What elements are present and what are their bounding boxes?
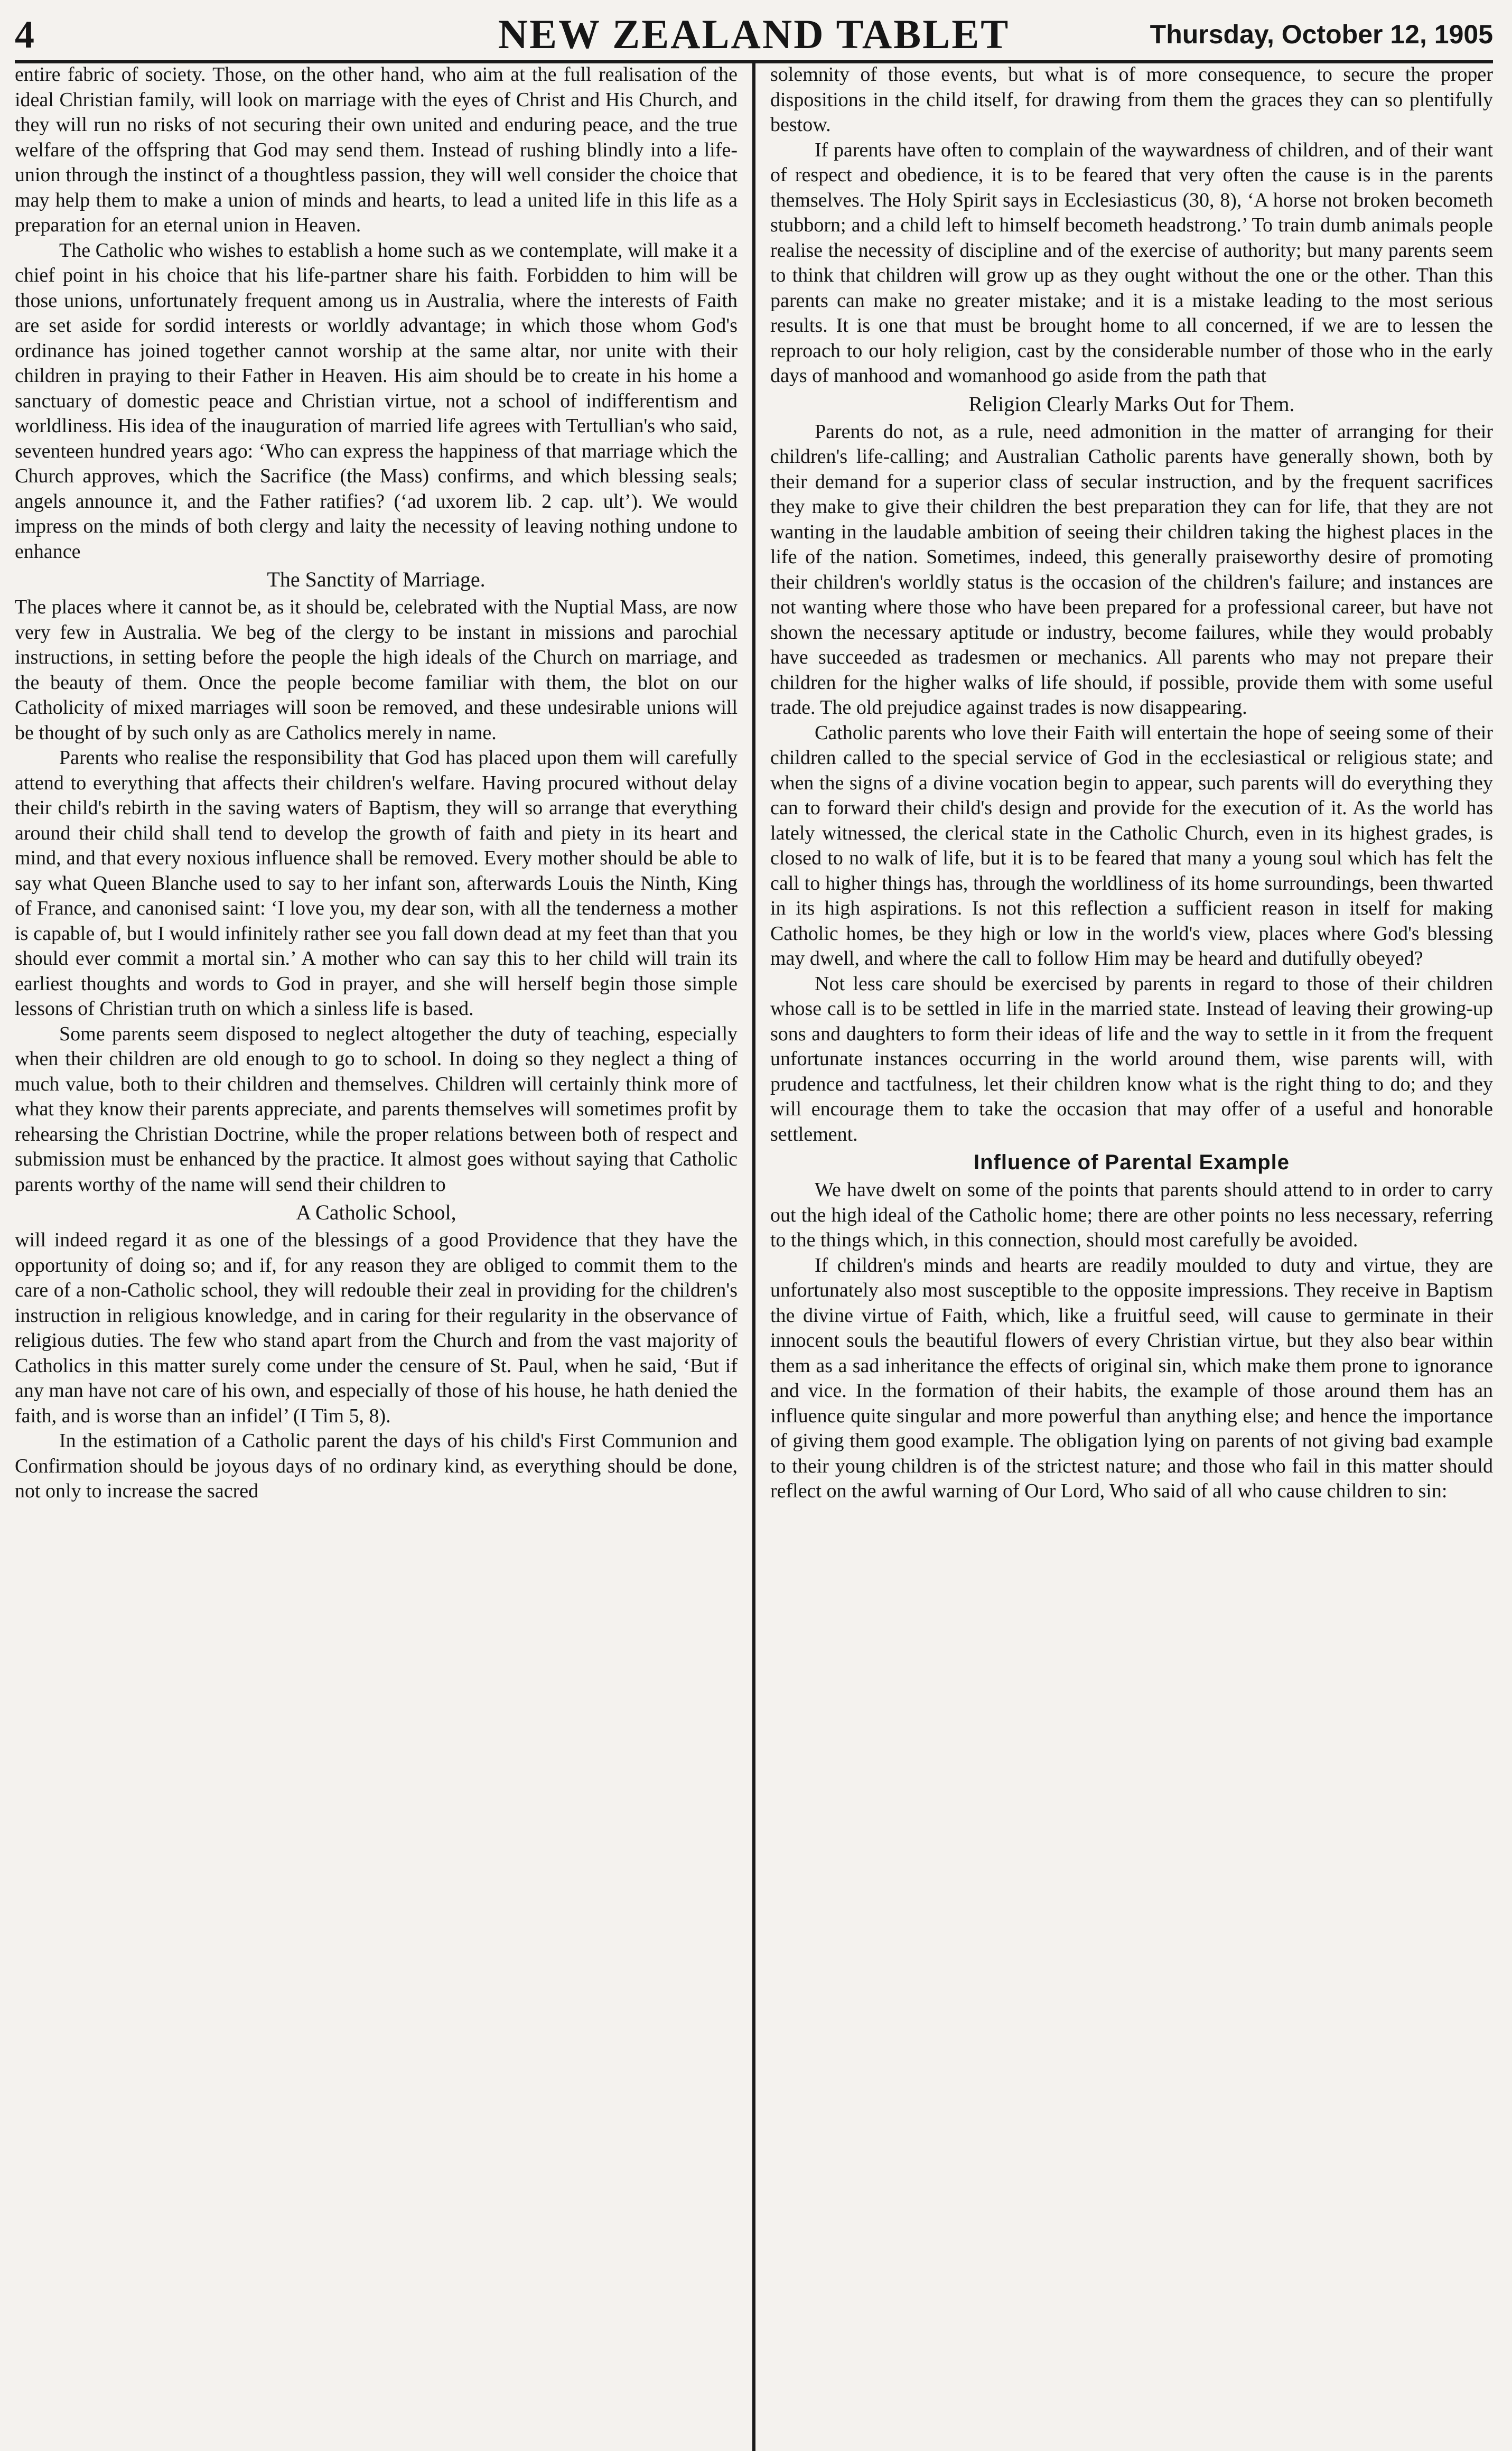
paragraph: The Catholic who wishes to establish a home such as we contemplate, will make it a chief point in his choice that his life-partner share his faith. Forbidden to him will be those unions, unfortunately frequent among us in Australia, where the interests of Faith are set aside for sordid interests or worldly advantage; in which those whom God's ordinance has joined together cannot worship at the same altar, nor unite with their children in praying to their Father in Heaven. His aim should be to create in his home a sanctuary of domestic peace and Christian virtue, not a school of indifferentism and worldliness. His idea of the inauguration of married life agrees with Tertullian's who said, seventeen hundred years ago: ‘Who can express the happiness of that marriage which the Church approves, which the Sacrifice (the Mass) confirms, and which blessing seals; angels announce it, and the Father ratifies? (‘ad uxorem lib. 2 cap. ult’). We would impress on the minds of both clergy and laity the necessity of leaving nothing undone to enhance xyxy=(15,239,738,563)
article-columns xyxy=(15,62,1493,2451)
section-heading: Influence of Parental Example xyxy=(973,1151,1290,1174)
column-divider xyxy=(752,62,755,2451)
paragraph: If parents have often to complain of the waywardness of children, and of their want of respect and obedience, it is to be feared that very often the cause is in the parents themselves. The Holy Spirit says in Ecclesiasticus (30, 8), ‘A horse not broken becometh stubborn; and a child left to himself becometh headstrong.’ To train dumb animals people realise the necessity of discipline and of the exercise of authority; but many parents seem to think that children will grow up as they ought without the one or the other. Than this parents can make no greater mistake; and it is a mistake leading to the most serious results. It is one that must be brought home to all concerned, if we are to lessen the reproach to our holy religion, cast by the considerable number of those who in the early days of manhood and womanhood go aside from the path that xyxy=(770,138,1494,387)
paragraph: entire fabric of society. Those, on the other hand, who aim at the full realisation of the ideal Christian family, will look on marriage with the eyes of Christ and His Church, and they will run no risks of not securing their own united and enduring peace, and the true welfare of the offspring that God may send them. Instead of rushing blindly into a life-union through the instinct of a thoughtless passion, they will well consider the choice that may help them to make a union of minds and hearts, to lead a united life in this life as a preparation for an eternal union in Heaven. xyxy=(15,63,738,236)
paragraph: will indeed regard it as one of the blessings of a good Providence that they have the opportunity of doing so; and if, for any reason they are obliged to commit them to the care of a non-Catholic school, they will redouble their zeal in providing for the children's instruction in religious knowledge, and in caring for their regularity in the observance of religious duties. The few who stand apart from the Church and from the vast majority of Catholics in this matter surely come under the censure of St. Paul, when he said, ‘But if any man have not care of his own, and especially of those of his house, he hath denied the faith, and is worse than an infidel’ (I Tim 5, 8). xyxy=(15,1229,738,1427)
paragraph: Some parents seem disposed to neglect altogether the duty of teaching, especially when their children are old enough to go to school. In doing so they neglect a thing of much value, both to their children and themselves. Children will certainly think more of what they know their parents appreciate, and parents themselves will sometimes profit by rehearsing the Christian Doctrine, while the proper relations between both of respect and submission must be enhanced by the practice. It almost goes without saying that Catholic parents worthy of the name will send their children to xyxy=(15,1022,738,1196)
column-right xyxy=(770,62,1493,2451)
paragraph: If children's minds and hearts are readily moulded to duty and virtue, they are unfortunately also most susceptible to the opposite impressions. They receive in Baptism the divine virtue of Faith, which, like a fruitful seed, will cause to germinate in their innocent souls the beautiful flowers of every Christian virtue, but they also bear within them as a sad inheritance the effects of original sin, which make them prone to ignorance and vice. In the formation of their habits, the example of those around them has an influence quite singular and more powerful than anything else; and hence the importance of giving them good example. The obligation lying on parents of not giving bad example to their young children is of the strictest nature; and those who fail in this matter should reflect on the awful warning of Our Lord, Who said of all who cause children to sin: xyxy=(770,1254,1494,1502)
paragraph: Catholic parents who love their Faith will entertain the hope of seeing some of their children called to the special service of God in the ecclesiastical or religious state; and when the signs of a divine vocation begin to appear, such parents will do everything they can to forward their child's design and provide for the execution of it. As the world has lately witnessed, the clerical state in the Catholic Church, even in its highest grades, is closed to no walk of life, but it is to be feared that many a young soul which has felt the call to higher things has, through the worldliness of its home surroundings, been thwarted in its high aspirations. Is not this reflection a sufficient reason in itself for making Catholic homes, be they high or low in the world's view, places where God's blessing may dwell, and where the call to follow Him may be heard and dutifully obeyed? xyxy=(770,721,1494,970)
paragraph: We have dwelt on some of the points that parents should attend to in order to carry out the high ideal of the Catholic home; there are other points no less necessary, referring to the things which, in this connection, should most carefully be avoided. xyxy=(770,1179,1494,1251)
paragraph: Parents who realise the responsibility that God has placed upon them will carefully attend to everything that affects their children's welfare. Having procured without delay their child's rebirth in the saving waters of Baptism, they will so arrange that everything around their child shall tend to develop the growth of faith and piety in its heart and mind, and that every noxious influence shall be removed. Every mother should be able to say what Queen Blanche used to say to her infant son, afterwards Louis the Ninth, King of France, and canonised saint: ‘I love you, my dear son, with all the tenderness a mother is capable of, but I would infinitely rather see you fall down dead at my feet than that you should ever commit a mortal sin.’ A mother who can say this to her child will train its earliest thoughts and words to God in prayer, and she will herself begin those simple lessons of Christian truth on which a sinless life is based. xyxy=(15,747,738,1020)
section-heading: Religion Clearly Marks Out for Them. xyxy=(968,392,1295,416)
paragraph: solemnity of those events, but what is of more consequence, to secure the proper dispositions in the child itself, for drawing from them the graces they can so plentifully bestow. xyxy=(770,63,1494,136)
newspaper-title: NEW ZEALAND TABLET xyxy=(498,11,1010,57)
section-heading: A Catholic School, xyxy=(296,1200,456,1224)
paragraph: The places where it cannot be, as it should be, celebrated with the Nuptial Mass, are now very few in Australia. We beg of the clergy to be instant in missions and parochial instructions, in setting before the people the high ideals of the Church on marriage, and the beauty of them. Once the people become familiar with them, the blot on our Catholicity of mixed marriages will soon be removed, and these undesirable unions will be thought of by such only as are Catholics merely in name. xyxy=(15,596,738,744)
masthead xyxy=(15,10,1493,63)
paragraph: In the estimation of a Catholic parent the days of his child's First Communion and Confirmation should be joyous days of no ordinary kind, as everything should be done, not only to increase the sacred xyxy=(15,1430,738,1502)
paragraph: Not less care should be exercised by parents in regard to those of their children whose call is to be settled in life in the married state. Instead of leaving their growing-up sons and daughters to form their ideas of life and the way to settle in it from the frequent unfortunate instances occurring in the world around them, wise parents will, with prudence and tactfulness, let their children know what is the right thing to do; and they will encourage them to take the occasion that may offer of a useful and honorable settlement. xyxy=(770,972,1494,1145)
paragraph: Parents do not, as a rule, need admonition in the matter of arranging for their children's life-calling; and Australian Catholic parents have generally shown, both by their demand for a superior class of secular instruction, and by the frequent sacrifices they make to give their children the best preparation they can for life, that they are not wanting in the laudable ambition of seeing their children taking the highest places in the life of the nation. Sometimes, indeed, this generally praiseworthy desire of promoting their children's worldly status is the occasion of the children's failure; and instances are not wanting where those who have been prepared for a professional career, but have not shown the necessary aptitude or industry, become failures, while they would probably have succeeded as tradesmen or mechanics. All parents who may not prepare their children for the higher walks of life should, if possible, provide them with some useful trade. The old prejudice against trades is now disappearing. xyxy=(770,420,1494,719)
page-number: 4 xyxy=(15,13,34,57)
issue-date: Thursday, October 12, 1905 xyxy=(1150,20,1493,49)
section-heading: The Sanctity of Marriage. xyxy=(267,567,486,591)
column-left xyxy=(15,62,738,2451)
